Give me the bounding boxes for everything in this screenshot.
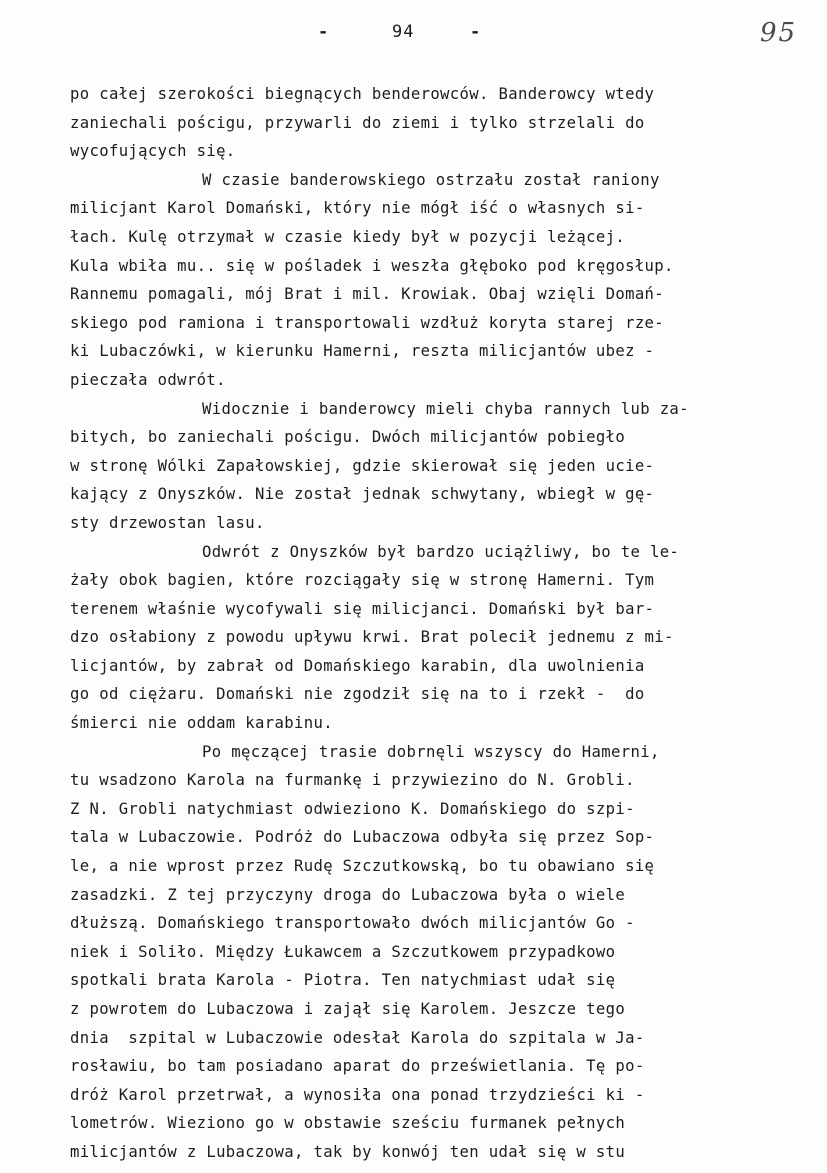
text-line: sty drzewostan lasu. [70, 513, 265, 532]
typewritten-body-text [70, 80, 760, 1167]
text-line: Po męczącej trasie dobrnęli wszyscy do Hamerni, [202, 742, 660, 761]
text-line: skiego pod ramiona i transportowali wzdłuż koryta starej rze- [70, 313, 665, 332]
text-line: W czasie banderowskiego ostrzału został raniony [202, 170, 660, 189]
text-line: zasadzki. Z tej przyczyny droga do Lubaczowa była o wiele [70, 885, 626, 904]
text-line: z powrotem do Lubaczowa i zajął się Karolem. Jeszcze tego [70, 1000, 626, 1018]
text-line: le, a nie wprost przez Rudę Szczutkowską, bo tu obawiano się [70, 857, 655, 876]
text-line: go od ciężaru. Domański nie zgodził się na to i rzekł - do [70, 685, 645, 704]
text-line: Kula wbiła mu.. się w pośladek i weszła głęboko pod kręgosłup. [70, 256, 674, 275]
text-line: rosławiu, bo tam posiadano aparat do prześwietlania. Tę po- [70, 1057, 645, 1076]
text-line: Widocznie i banderowcy mieli chyba rannych lub za- [202, 399, 689, 418]
text-line: niek i Soliło. Między Łukawcem a Szczutkowem przypadkowo [70, 942, 616, 961]
page-header [0, 18, 827, 48]
text-line: milicjant Karol Domański, który nie mógł iść o własnych si- [70, 199, 645, 218]
page-number: 94 [392, 22, 415, 42]
text-line: łach. Kulę otrzymał w czasie kiedy był w pozycji leżącej. [70, 227, 626, 246]
text-line: Z N. Grobli natychmiast odwieziono K. Domańskiego do szpi- [70, 799, 635, 818]
text-line: dróż Karol przetrwał, a wynosiła ona ponad trzydzieści ki - [70, 1085, 645, 1104]
text-line: wycofujących się. [70, 142, 236, 161]
text-line: śmierci nie oddam karabinu. [70, 714, 333, 733]
text-line: tu wsadzono Karola na furmankę i przywiezino do N. Grobli. [70, 771, 635, 790]
text-line: spotkali brata Karola - Piotra. Ten natychmiast udał się [70, 971, 616, 990]
text-line: bitych, bo zaniechali pościgu. Dwóch milicjantów pobiegło [70, 428, 626, 447]
text-line: pieczała odwrót. [70, 370, 226, 389]
text-line: po całej szerokości biegnących benderowców. Banderowcy wtedy [70, 85, 655, 103]
text-line: dłuższą. Domańskiego transportowało dwóch milicjantów Go - [70, 914, 635, 933]
text-line: Rannemu pomagali, mój Brat i mil. Krowiak. Obaj wzięli Domań- [70, 285, 665, 304]
text-line: dnia szpital w Lubaczowie odesłał Karola do szpitala w Ja- [70, 1028, 645, 1047]
text-line: ki Lubaczówki, w kierunku Hamerni, reszta milicjantów ubez - [70, 342, 655, 361]
text-line: milicjantów z Lubaczowa, tak by konwój ten udał się w stu [70, 1142, 626, 1161]
text-line: w stronę Wólki Zapałowskiej, gdzie skierował się jeden ucie- [70, 456, 655, 475]
text-line: dzo osłabiony z powodu upływu krwi. Brat polecił jednemu z mi- [70, 628, 674, 647]
header-dash-left: - [318, 22, 329, 42]
text-line: zaniechali pościgu, przywarli do ziemi i tylko strzelali do [70, 113, 645, 132]
header-dash-right: - [470, 22, 481, 42]
text-line: lometrów. Wieziono go w obstawie sześciu furmanek pełnych [70, 1114, 626, 1133]
handwritten-archive-number: 95 [760, 18, 798, 48]
text-line: licjantów, by zabrał od Domańskiego karabin, dla uwolnienia [70, 656, 645, 675]
text-line: terenem właśnie wycofywali się milicjanci. Domański był bar- [70, 599, 655, 618]
text-line: Odwrót z Onyszków był bardzo uciążliwy, bo te le- [202, 542, 680, 561]
text-line: żały obok bagien, które rozciągały się w stronę Hamerni. Tym [70, 571, 655, 590]
text-line: kający z Onyszków. Nie został jednak schwytany, wbiegł w gę- [70, 485, 655, 504]
text-line: tala w Lubaczowie. Podróż do Lubaczowa odbyła się przez Sop- [70, 828, 655, 847]
